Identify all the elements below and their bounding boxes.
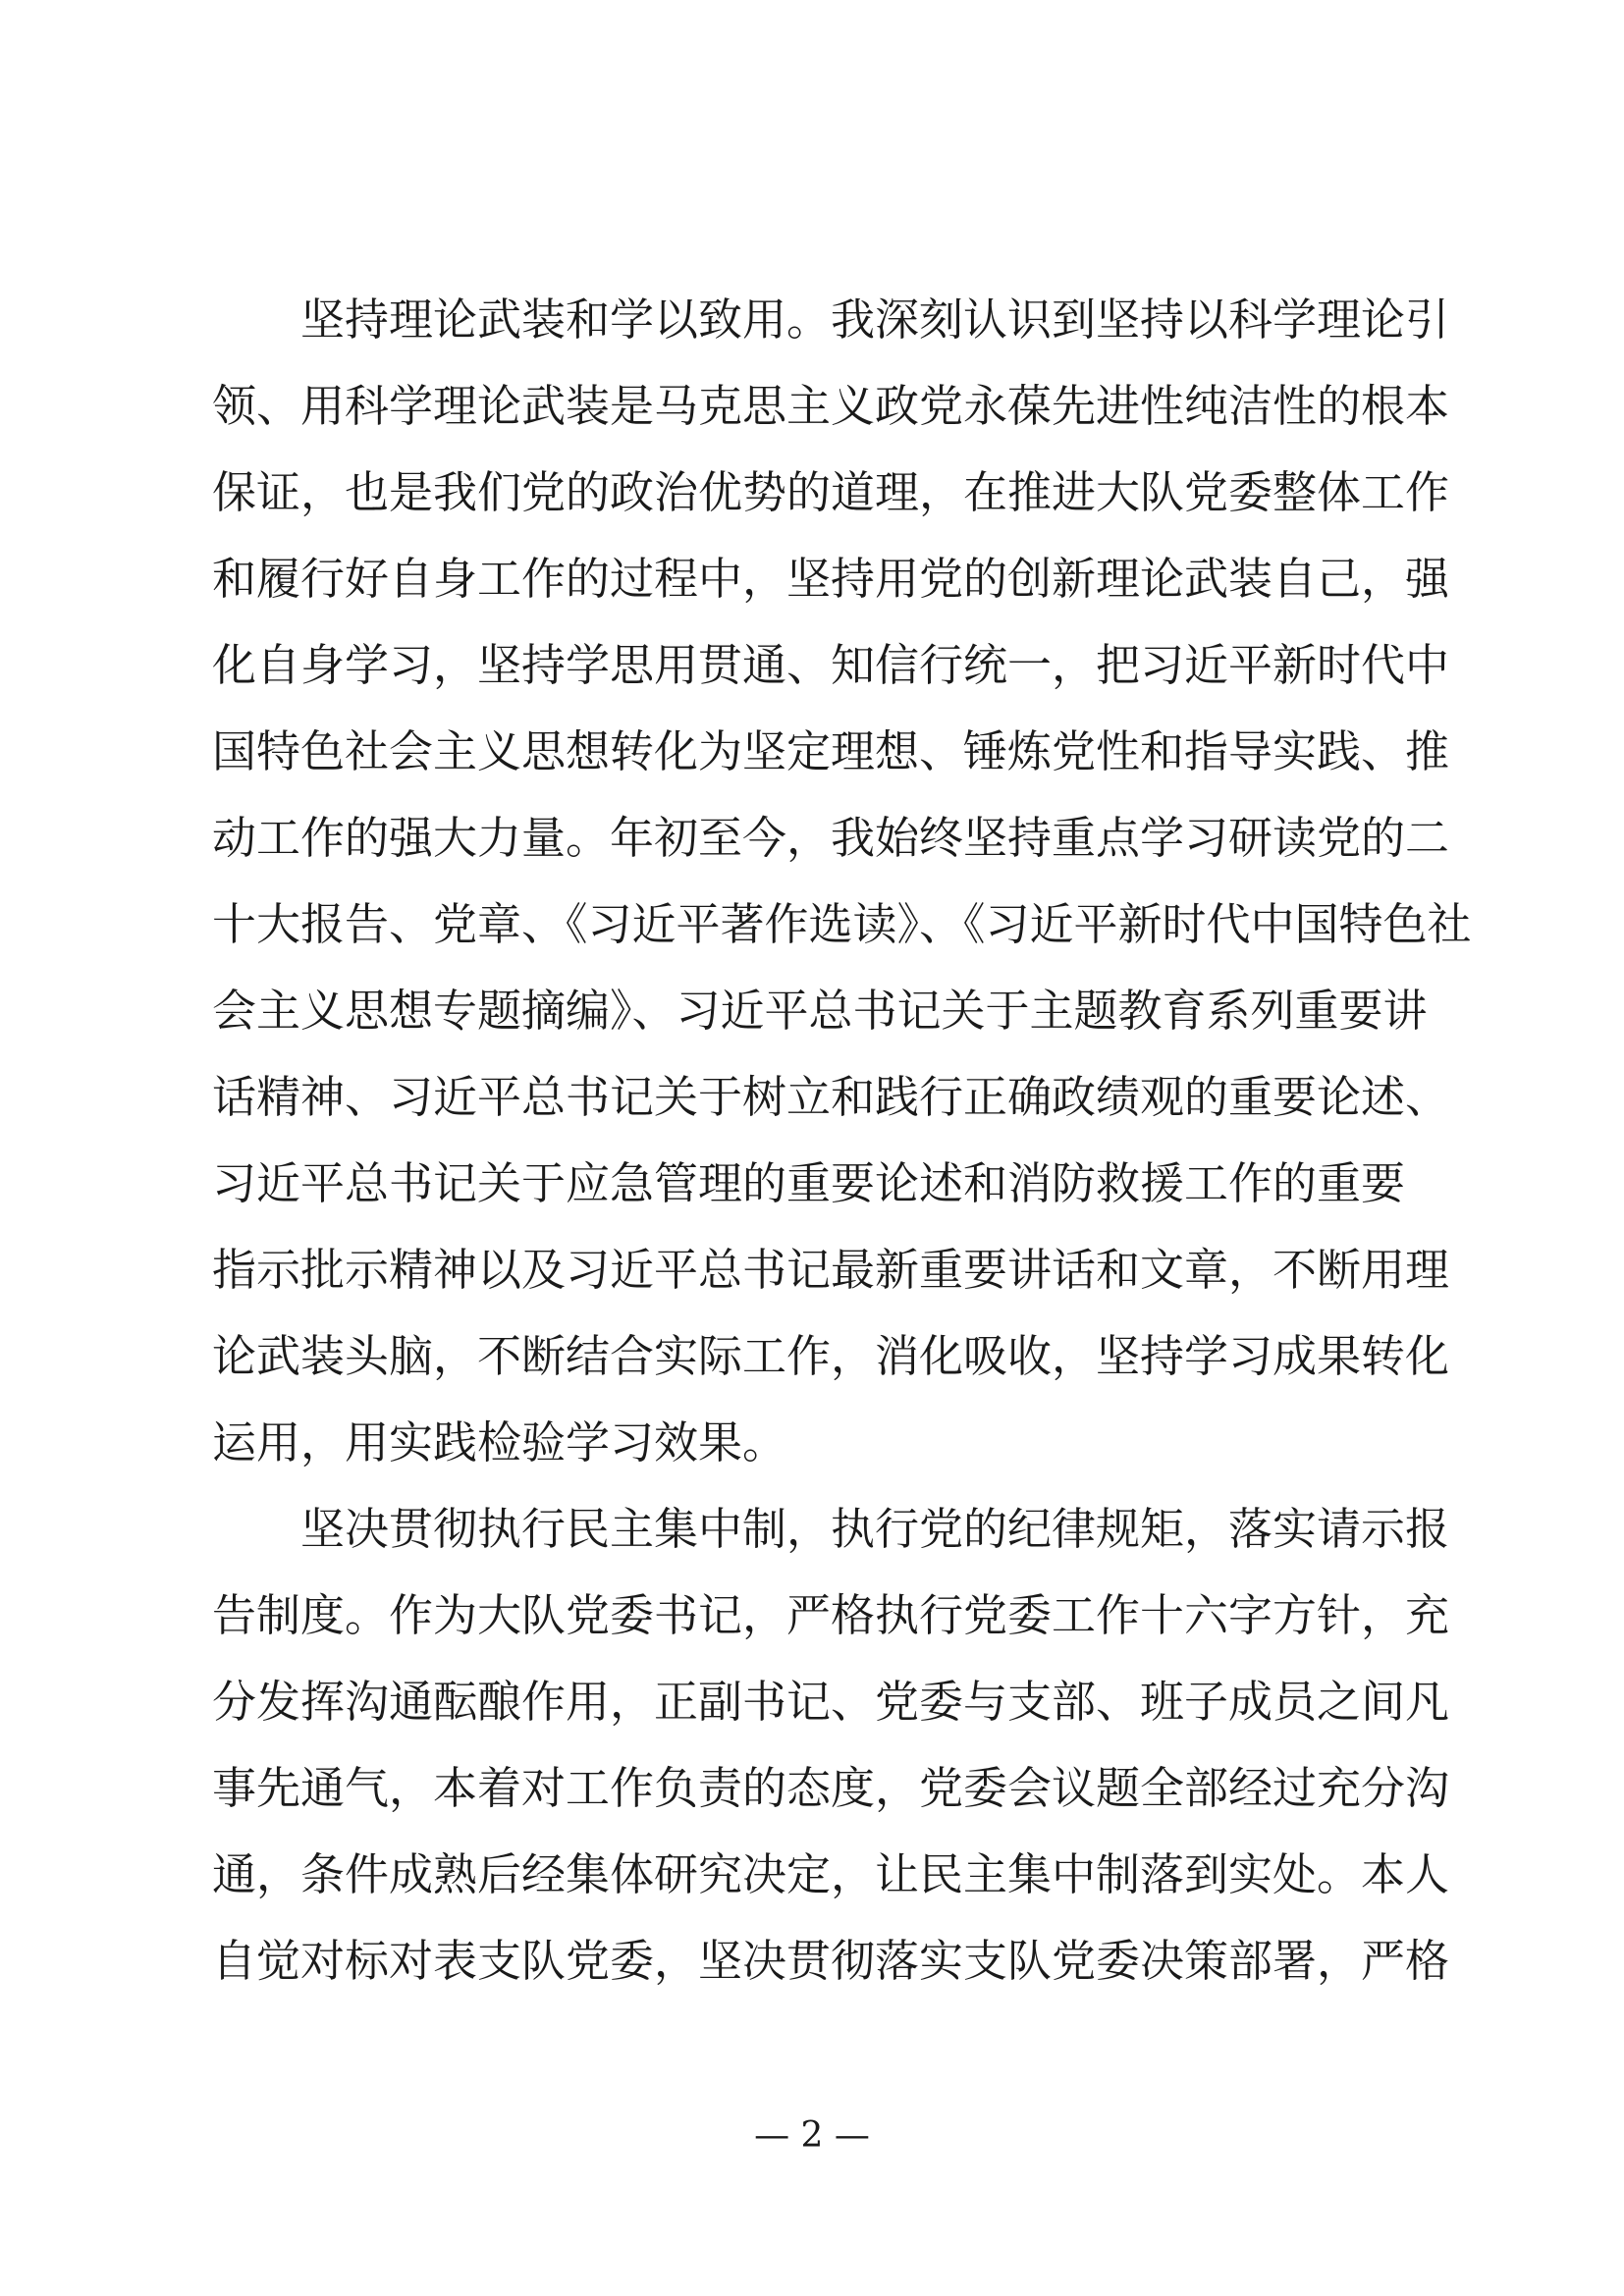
text-line: 运用，用实践检验学习效果。	[212, 1416, 787, 1468]
paragraph-democratic-centralism	[212, 1486, 1450, 2004]
text-line: 和履行好自身工作的过程中，坚持用党的创新理论武装自己，强	[212, 553, 1450, 605]
document-body	[212, 277, 1472, 2004]
text-line: 动工作的强大力量。年初至今，我始终坚持重点学习研读党的二	[212, 812, 1450, 864]
text-line: 指示批示精神以及习近平总书记最新重要讲话和文章，不断用理	[212, 1244, 1450, 1296]
text-line: 告制度。作为大队党委书记，严格执行党委工作十六字方针，充	[212, 1589, 1450, 1641]
page-number: — 2 —	[754, 2115, 870, 2156]
text-line: 领、用科学理论武装是马克思主义政党永葆先进性纯洁性的根本	[212, 380, 1450, 432]
text-line: 坚持理论武装和学以致用。我深刻认识到坚持以科学理论引	[300, 294, 1450, 346]
text-line: 国特色社会主义思想转化为坚定理想、锤炼党性和指导实践、推	[212, 725, 1450, 777]
text-line: 论武装头脑，不断结合实际工作，消化吸收，坚持学习成果转化	[212, 1330, 1450, 1382]
text-line: 会主义思想专题摘编》、习近平总书记关于主题教育系列重要讲	[212, 985, 1428, 1037]
text-line: 自觉对标对表支队党委，坚决贯彻落实支队党委决策部署，严格	[212, 1935, 1450, 1987]
text-line: 保证，也是我们党的政治优势的道理，在推进大队党委整体工作	[212, 466, 1450, 518]
text-line: 事先通气，本着对工作负责的态度，党委会议题全部经过充分沟	[212, 1762, 1450, 1814]
text-line: 通，条件成熟后经集体研究决定，让民主集中制落到实处。本人	[212, 1848, 1450, 1900]
text-line: 分发挥沟通酝酿作用，正副书记、党委与支部、班子成员之间凡	[212, 1676, 1450, 1728]
text-line: 化自身学习，坚持学思用贯通、知信行统一，把习近平新时代中	[212, 639, 1450, 691]
text-line: 十大报告、党章、《习近平著作选读》、《习近平新时代中国特色社	[212, 898, 1472, 950]
paragraph-theory	[212, 277, 1472, 1486]
text-line: 话精神、习近平总书记关于树立和践行正确政绩观的重要论述、	[212, 1071, 1450, 1123]
text-line: 坚决贯彻执行民主集中制，执行党的纪律规矩，落实请示报	[300, 1503, 1450, 1555]
text-line: 习近平总书记关于应急管理的重要论述和消防救援工作的重要	[212, 1157, 1406, 1209]
